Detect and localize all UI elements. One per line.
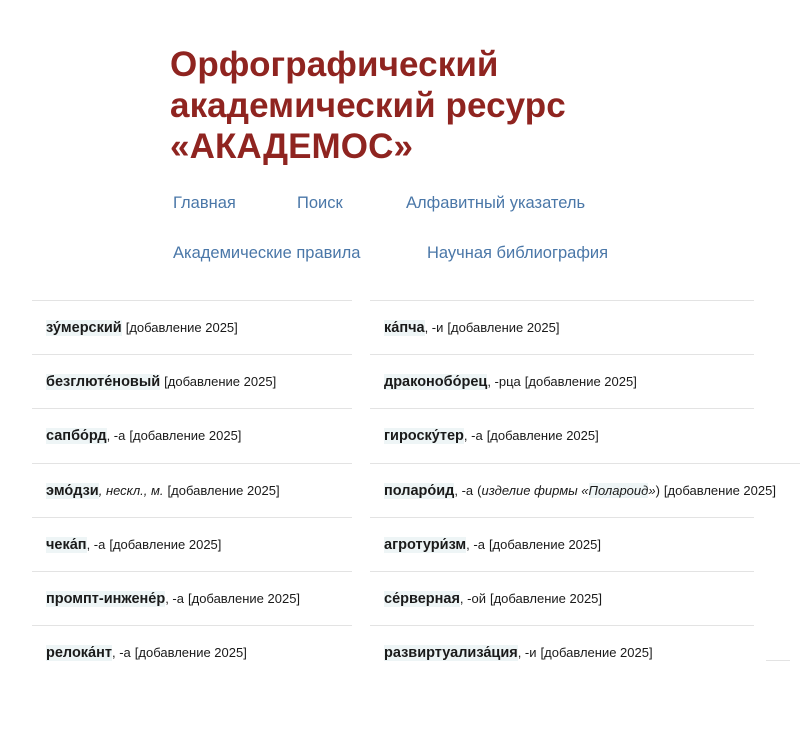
- entry-note: [477, 483, 660, 498]
- entry-right-3: [370, 408, 754, 462]
- entry-right-4: [370, 463, 800, 517]
- nav-link-alphabetical-index[interactable]: Алфавитный указатель: [406, 194, 586, 212]
- entry-note-text: изделие фирмы «: [481, 483, 589, 498]
- entry-left-3: [32, 408, 352, 462]
- entry-note-close: ): [655, 483, 660, 498]
- entry-left-2: [32, 354, 352, 408]
- entry-word[interactable]: промпт-инжене́р: [46, 590, 166, 607]
- entry-grammar: , -а: [466, 537, 485, 552]
- entry-tag: [добавление 2025]: [524, 374, 637, 389]
- entry-left-4: [32, 463, 352, 517]
- entry-left-1: [32, 300, 352, 354]
- entry-grammar: , нескл., м.: [98, 483, 164, 498]
- entry-tag: [добавление 2025]: [540, 645, 653, 660]
- entry-word[interactable]: чека́п: [46, 536, 87, 553]
- entry-right-6: [370, 571, 754, 625]
- entry-word[interactable]: ка́пча: [384, 319, 425, 336]
- entry-left-5: [32, 517, 352, 571]
- entry-tag: [добавление 2025]: [488, 537, 601, 552]
- entry-tag: [добавление 2025]: [134, 645, 247, 660]
- site-title-line-2: академический ресурс: [170, 86, 566, 125]
- entry-word[interactable]: гироску́тер: [384, 427, 464, 444]
- site-title-line-1: Орфографический: [170, 45, 499, 84]
- entry-left-6: [32, 571, 352, 625]
- entry-word[interactable]: драконобо́рец: [384, 373, 488, 390]
- entry-word[interactable]: релока́нт: [46, 644, 112, 661]
- entry-grammar: , -а: [106, 428, 126, 443]
- entry-right-2: [370, 354, 754, 408]
- entry-grammar: , -а: [111, 645, 131, 660]
- entry-grammar: , -и: [517, 645, 537, 660]
- entry-word[interactable]: зу́мерский: [46, 319, 122, 336]
- entry-word[interactable]: агротури́зм: [384, 536, 467, 553]
- entry-tag: [добавление 2025]: [489, 591, 603, 606]
- entry-tag: [добавление 2025]: [663, 483, 776, 498]
- entry-grammar: , -рца: [487, 374, 521, 389]
- nav-link-academic-rules[interactable]: Академические правила: [173, 244, 361, 262]
- nav-link-home[interactable]: Главная: [173, 194, 236, 212]
- entry-grammar: , -а: [454, 483, 474, 498]
- entry-tag: [добавление 2025]: [109, 537, 222, 552]
- entry-grammar: , -ой: [459, 591, 486, 606]
- entry-tag: [добавление 2025]: [188, 591, 301, 606]
- entry-grammar: , -а: [165, 591, 184, 606]
- entry-left-7: [32, 625, 352, 679]
- entry-word[interactable]: эмо́дзи: [46, 482, 99, 499]
- entry-word[interactable]: развиртуализа́ция: [384, 644, 518, 661]
- site-title-line-3: «АКАДЕМОС»: [170, 127, 414, 166]
- entry-tag: [добавление 2025]: [167, 483, 280, 498]
- entry-tag: [добавление 2025]: [486, 428, 599, 443]
- entry-word[interactable]: безглюте́новый: [46, 373, 161, 390]
- entry-right-1: [370, 300, 754, 354]
- entry-grammar: , -и: [424, 320, 444, 335]
- entry-right-5: [370, 517, 754, 571]
- entry-note-text-end: »: [648, 483, 656, 498]
- entry-note-open: (: [477, 483, 482, 498]
- entry-word[interactable]: се́рверная: [384, 590, 460, 607]
- site-title: [170, 44, 730, 167]
- divider: [766, 660, 790, 661]
- nav-link-search[interactable]: Поиск: [297, 194, 343, 212]
- entry-tag: [добавление 2025]: [129, 428, 242, 443]
- entry-right-7: [370, 625, 754, 679]
- entry-tag: [добавление 2025]: [125, 320, 238, 335]
- entry-word[interactable]: поларо́ид: [384, 482, 455, 499]
- nav-link-scientific-bibliography[interactable]: Научная библиография: [427, 244, 609, 262]
- entry-grammar: , -а: [86, 537, 106, 552]
- entry-tag: [добавление 2025]: [447, 320, 560, 335]
- entry-word[interactable]: сапбо́рд: [46, 427, 107, 444]
- entry-tag: [добавление 2025]: [164, 374, 277, 389]
- entry-note-link[interactable]: Полароид: [588, 483, 649, 498]
- entry-grammar: , -а: [463, 428, 483, 443]
